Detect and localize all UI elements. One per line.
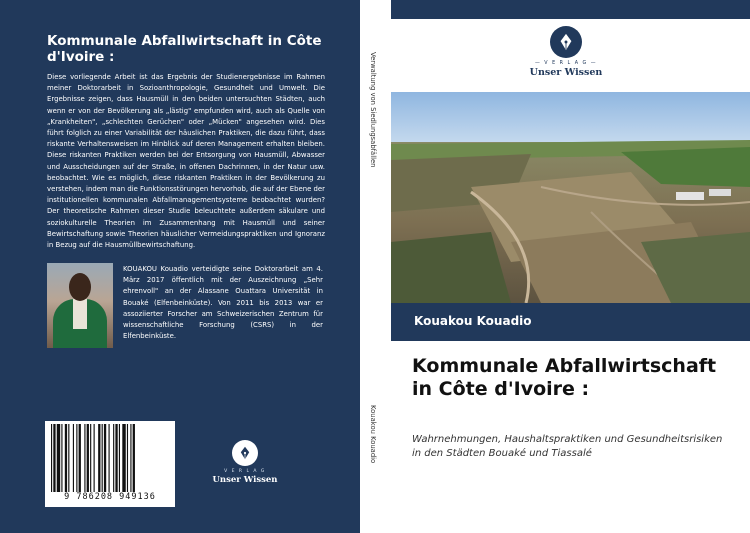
barcode-bar bbox=[76, 424, 77, 492]
publisher-verlag-label: — V E R L A G — bbox=[534, 61, 598, 66]
front-author-name: Kouakou Kouadio bbox=[414, 314, 532, 328]
barcode bbox=[45, 421, 175, 507]
barcode-bar bbox=[113, 424, 114, 492]
barcode-bars bbox=[49, 424, 171, 492]
fountain-pen-nib-icon bbox=[550, 26, 582, 58]
barcode-bar bbox=[73, 424, 74, 492]
publisher-logo-front bbox=[526, 26, 606, 78]
spine-author: Kouakou Kouadio bbox=[369, 405, 377, 464]
spine-title: Verwaltung von Siedlungsabfällen bbox=[369, 52, 377, 168]
author-head bbox=[69, 273, 91, 301]
back-cover bbox=[0, 0, 360, 533]
barcode-bar bbox=[102, 424, 103, 492]
front-top-band bbox=[391, 0, 750, 19]
barcode-bar bbox=[65, 424, 67, 492]
barcode-bar bbox=[79, 424, 81, 492]
barcode-bar bbox=[90, 424, 91, 492]
barcode-bar bbox=[119, 424, 120, 492]
publisher-verlag-label: V E R L A G bbox=[224, 469, 266, 474]
barcode-bar bbox=[87, 424, 89, 492]
barcode-bar bbox=[133, 424, 135, 492]
author-collar bbox=[73, 299, 87, 329]
author-photo bbox=[47, 263, 113, 348]
barcode-bar bbox=[115, 424, 117, 492]
publisher-logo-back bbox=[205, 440, 285, 485]
barcode-bar bbox=[94, 424, 95, 492]
barcode-bar bbox=[127, 424, 128, 492]
barcode-bar bbox=[68, 424, 69, 492]
barcode-bar bbox=[51, 424, 52, 492]
barcode-bar bbox=[109, 424, 110, 492]
back-cover-description: Diese vorliegende Arbeit ist das Ergebnis der Studienergebnisse im Rahmen meiner Doktorarbeit in Sozioanthropologie, Gesundheit und Umwelt. Die Ergebnisse zeigen, dass Hausmüll in den beiden untersuchten Städten, auch wenn er von der Bevölkerung als „lästig" empfunden wird, auch als Quelle von „Krankheiten", „schlechten Gerüchen" oder „Mücken" angesehen wird. Dies führt folglich zu einer Variabilität der häuslichen Praktiken, die dazu führt, dass riskante Verhaltensweisen im Hinblick auf deren Management erhalten bleiben. Diese riskanten Praktiken werden bei der Entsorgung von Hausmüll, Abwasser und Ausscheidungen auf der Straße, in offenen Dachrinnen, in der Natur usw. beobachtet. Wie es möglich, diese riskanten Praktiken in der Bevölkerung zu verstehen, indem man die Funktionsstörungen hervorhob, die auf der Ebene der institutionellen kommunalen Abfallmanagementsysteme beobachtet wurden? Der theoretische Rahmen dieser Studie beleuchtete außerdem säkulare und soziokulturelle Theorien im Zusammenhang mit Hausmüll und seiner Bewirtschaftung sowie Theorien häuslicher Vermeidungspraktiken und Ignoranz in Bezug auf die Hausmüllbewirtschaftung. bbox=[47, 73, 325, 250]
fountain-pen-nib-icon bbox=[232, 440, 258, 466]
barcode-bar bbox=[57, 424, 60, 492]
barcode-bar bbox=[130, 424, 131, 492]
barcode-bar bbox=[98, 424, 100, 492]
barcode-bar bbox=[122, 424, 125, 492]
front-subtitle: Wahrnehmungen, Haushaltspraktiken und Gesundheitsrisiken in den Städten Bouaké und Tiassalé bbox=[412, 434, 723, 459]
author-band bbox=[391, 303, 750, 341]
landfill-aerial-photo bbox=[391, 92, 750, 303]
barcode-bar bbox=[53, 424, 55, 492]
barcode-bar bbox=[104, 424, 106, 492]
barcode-bar bbox=[84, 424, 85, 492]
publisher-brand: Unser Wissen bbox=[529, 67, 603, 78]
back-cover-title: Kommunale Abfallwirtschaft in Côte d'Ivoire : bbox=[47, 33, 322, 65]
author-bio: KOUAKOU Kouadio verteidigte seine Doktorarbeit am 4. März 2017 öffentlich mit der Auszeichnung „Sehr ehrenvoll" an der Alassane Ouattara Universität in Bouaké (Elfenbeinküste). Von 2011 bis 2013 war er assoziierter Forscher am Schweizerischen Zentrum für wissenschaftliche Forschung (CSRS) in der Elfenbeinküste. bbox=[123, 265, 323, 341]
isbn-number: 9 786208 949136 bbox=[64, 492, 156, 502]
front-title: Kommunale Abfallwirtschaft in Côte d'Ivoire : bbox=[412, 355, 717, 400]
barcode-bar bbox=[61, 424, 62, 492]
publisher-brand: Unser Wissen bbox=[212, 475, 278, 485]
